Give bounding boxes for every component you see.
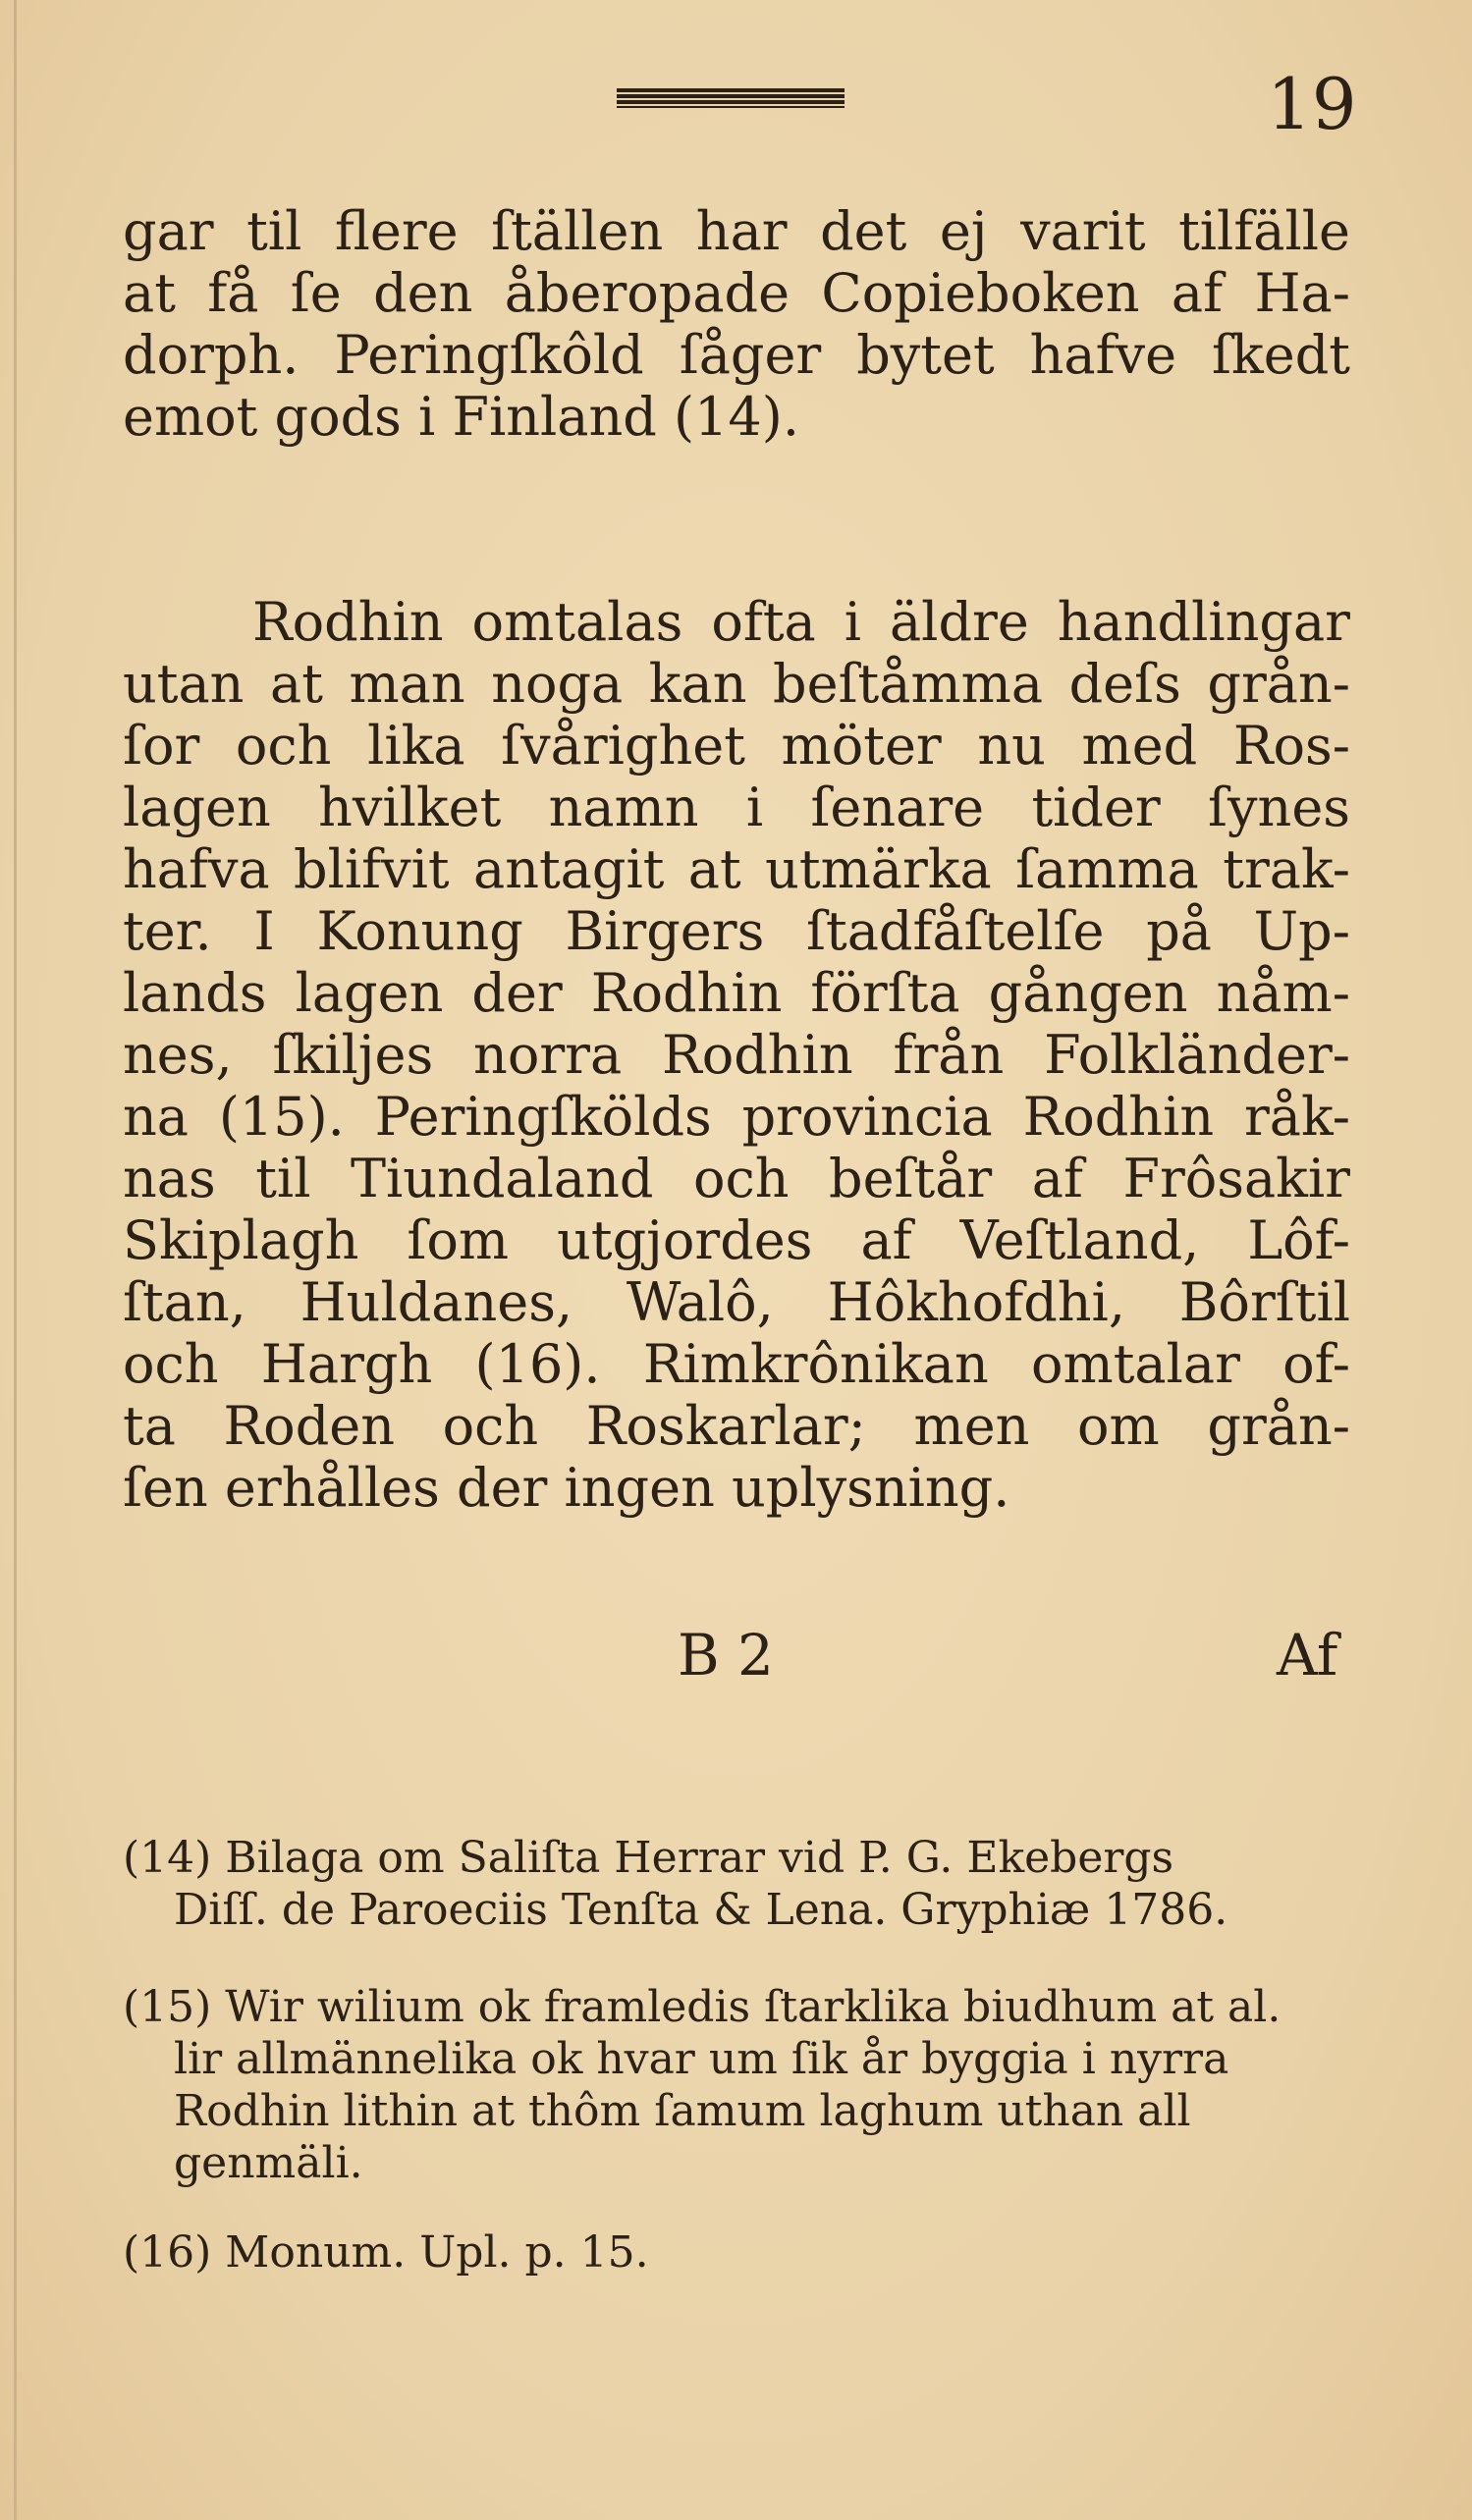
- text-line: lagen hvilket namn i ſenare tider ſynes: [123, 777, 1350, 838]
- footnote-line: genmäli.: [174, 2138, 363, 2188]
- catchword: Af: [1277, 1622, 1338, 1689]
- text-line: nes, ſkiljes norra Rodhin från Folkländer-: [123, 1024, 1350, 1086]
- signature-mark: B 2: [678, 1622, 774, 1689]
- page-number: 19: [1267, 63, 1357, 145]
- footnote-line: Rodhin lithin at thôm ſamum laghum uthan all: [174, 2086, 1191, 2136]
- footnote-16: [123, 2226, 1350, 2279]
- paragraph-1: [123, 200, 1350, 448]
- text-line: emot gods i Finland (14).: [123, 386, 800, 448]
- text-line: ter. I Konung Birgers ſtadfåſtelſe på Up-: [123, 900, 1350, 962]
- paragraph-2: [123, 591, 1350, 1519]
- text-line: ta Roden och Roskarlar; men om grån-: [123, 1395, 1350, 1457]
- text-line: ſtan, Huldanes, Walô, Hôkhofdhi, Bôrſtil: [123, 1271, 1350, 1333]
- text-line: gar til flere ſtällen har det ej varit tilfälle: [123, 200, 1350, 262]
- text-line: nas til Tiundaland och beſtår af Frôsakir: [123, 1148, 1350, 1209]
- text-line: Skiplagh ſom utgjordes af Veſtland, Lôf-: [123, 1209, 1350, 1271]
- binding-edge: [14, 0, 17, 2520]
- text-line: at få ſe den åberopade Copieboken af Ha-: [123, 262, 1350, 324]
- text-line: dorph. Peringſkôld ſåger bytet hafve ſkedt: [123, 324, 1350, 386]
- text-line: utan at man noga kan beſtåmma deſs grån-: [123, 653, 1350, 715]
- footnote-line: (14) Bilaga om Saliſta Herrar vid P. G. Ekebergs: [123, 1833, 1174, 1883]
- text-line: ſen erhålles der ingen uplysning.: [123, 1457, 1010, 1519]
- text-line: lands lagen der Rodhin förſta gången nåm-: [123, 962, 1350, 1024]
- text-line: ſor och lika ſvårighet möter nu med Ros-: [123, 715, 1350, 777]
- footnote-14: [123, 1832, 1350, 1936]
- footnote-line: (15) Wir wilium ok framledis ſtarklika biudhum at al.: [123, 1982, 1281, 2032]
- footnote-line: lir allmännelika ok hvar um ſik år byggia i nyrra: [174, 2034, 1229, 2084]
- footnote-15: [123, 1981, 1350, 2189]
- text-line: Rodhin omtalas ofta i äldre handlingar: [252, 591, 1350, 653]
- text-line: hafva blifvit antagit at utmärka ſamma trak-: [123, 838, 1350, 900]
- header-ornament-rule: [617, 88, 845, 108]
- footnote-line: (16) Monum. Upl. p. 15.: [123, 2227, 649, 2278]
- text-line: och Hargh (16). Rimkrônikan omtalar of-: [123, 1333, 1350, 1395]
- footnote-line: Diſſ. de Paroeciis Tenſta & Lena. Gryphiæ 1786.: [174, 1885, 1228, 1935]
- text-line: na (15). Peringſkölds provincia Rodhin råk-: [123, 1086, 1350, 1148]
